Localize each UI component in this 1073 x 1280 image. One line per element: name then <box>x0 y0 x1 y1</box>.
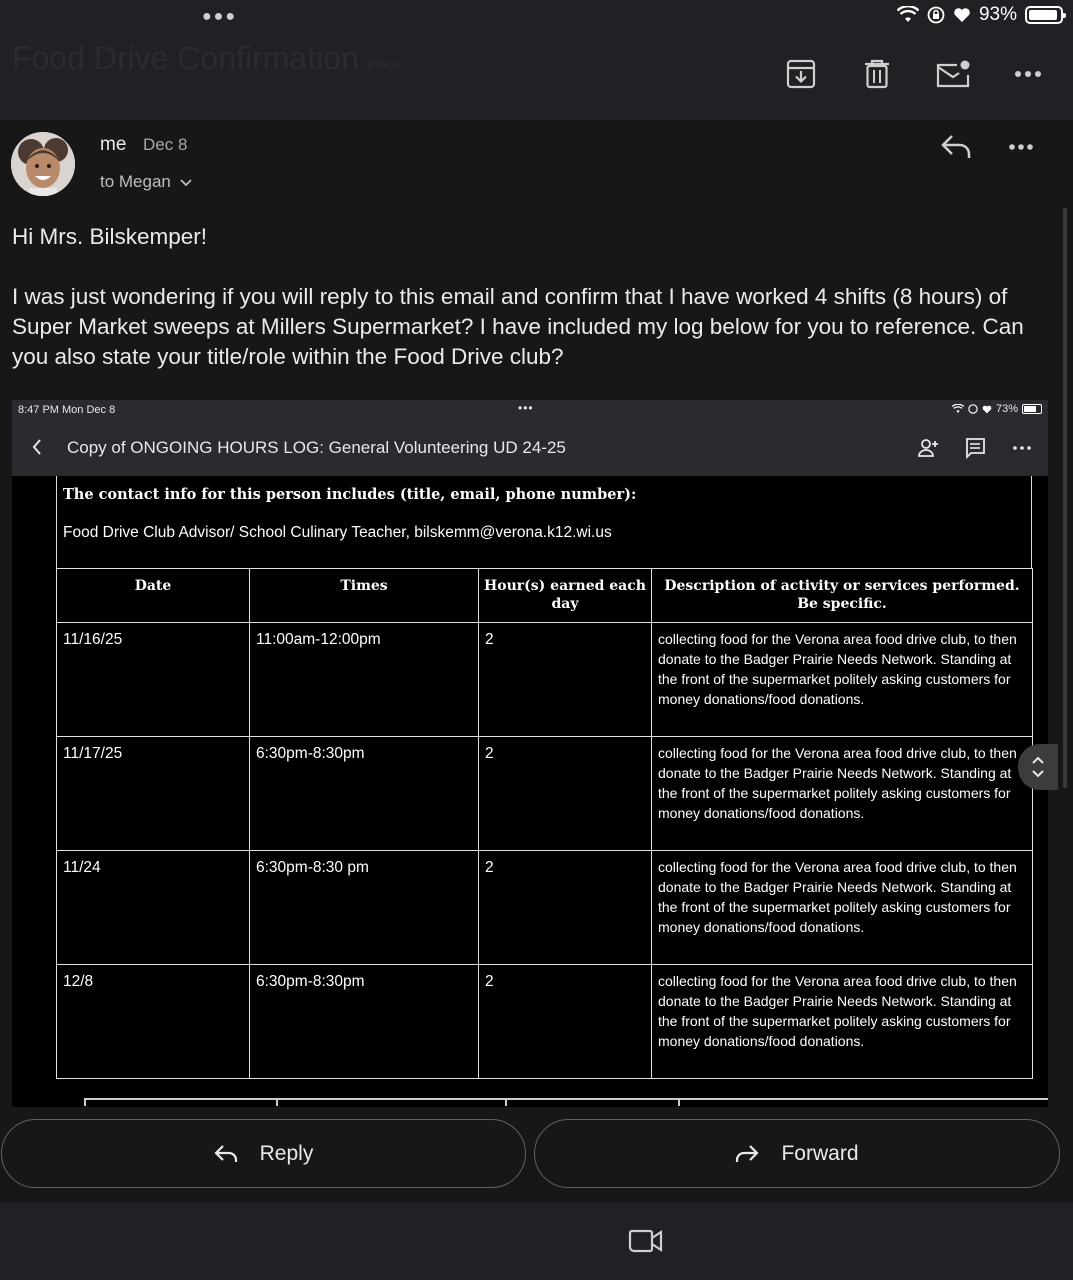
next-table-edge <box>84 1098 86 1106</box>
cell-times: 6:30pm-8:30 pm <box>250 851 479 965</box>
scrollbar[interactable] <box>1063 208 1067 788</box>
table-row <box>57 623 1033 737</box>
table-row <box>57 851 1033 965</box>
back-icon <box>32 438 42 456</box>
cell-date: 12/8 <box>57 965 250 1079</box>
avatar[interactable] <box>11 132 75 196</box>
screenshot-doc-toolbar <box>12 420 1048 476</box>
contact-info-value: Food Drive Club Advisor/ School Culinary Teacher, bilskemm@verona.k12.wi.us <box>63 524 612 541</box>
message-more-button[interactable] <box>1008 138 1048 162</box>
cell-hours: 2 <box>479 623 652 737</box>
video-icon[interactable] <box>628 1226 664 1256</box>
table-row <box>57 965 1033 1079</box>
column-header-description: Description of activity or services performed. Be specific. <box>652 569 1033 623</box>
recipient-text: to Megan <box>100 172 171 191</box>
next-table-edge <box>678 1098 680 1106</box>
forward-button[interactable] <box>534 1119 1060 1188</box>
reply-label: Reply <box>259 1141 314 1165</box>
cell-times: 11:00am-12:00pm <box>250 623 479 737</box>
archive-button[interactable] <box>781 54 821 94</box>
column-header-hours: Hour(s) earned each day <box>479 569 652 623</box>
cell-date: 11/24 <box>57 851 250 965</box>
recipients-toggle[interactable] <box>100 172 192 192</box>
doc-title: Copy of ONGOING HOURS LOG: General Volunteering UD 24-25 <box>67 438 566 457</box>
cell-description: collecting food for the Verona area food drive club, to then donate to the Badger Prairie Needs Network. Standing at the front of the supermarket politely asking customers for money donations/food donations. <box>652 623 1033 737</box>
multitask-dots[interactable]: ●●● <box>202 8 237 25</box>
cell-date: 11/16/25 <box>57 623 250 737</box>
column-header-times: Times <box>250 569 479 623</box>
contact-info-label: The contact info for this person includes (title, email, phone number): <box>63 486 637 503</box>
battery-icon <box>1025 6 1063 24</box>
cell-times: 6:30pm-8:30pm <box>250 737 479 851</box>
archive-icon <box>786 59 816 89</box>
delete-button[interactable] <box>857 54 897 94</box>
cell-description: collecting food for the Verona area food drive club, to then donate to the Badger Prairie Needs Network. Standing at the front of the supermarket politely asking customers for money donations/food donations. <box>652 965 1033 1079</box>
orientation-lock-icon <box>927 6 945 24</box>
battery-percent: 93% <box>978 4 1017 25</box>
cell-hours: 2 <box>479 965 652 1079</box>
chevron-down-icon <box>1032 770 1044 778</box>
chevron-up-icon <box>1032 756 1044 764</box>
screenshot-dots: ••• <box>518 401 534 415</box>
forward-label: Forward <box>781 1141 859 1165</box>
table-row <box>57 737 1033 851</box>
email-subject: Food Drive Confirmation Inbox <box>12 40 402 76</box>
hours-log-table <box>56 568 1033 1079</box>
message-pane <box>0 120 1073 1202</box>
message-body <box>12 222 1052 372</box>
next-table-edge <box>505 1098 507 1106</box>
contact-info-block <box>56 476 1032 568</box>
cell-hours: 2 <box>479 851 652 965</box>
attached-screenshot[interactable] <box>12 400 1048 1107</box>
screenshot-status-bar <box>12 400 1048 420</box>
bottom-bar <box>0 1202 1073 1280</box>
heart-icon <box>953 7 971 23</box>
wifi-icon <box>897 6 919 24</box>
more-icon <box>1008 143 1034 151</box>
reply-icon <box>214 1144 238 1164</box>
heart-icon <box>982 405 992 414</box>
cell-description: collecting food for the Verona area food drive club, to then donate to the Badger Prairie Needs Network. Standing at the front of the supermarket politely asking customers for money donations/food donations. <box>652 851 1033 965</box>
cell-hours: 2 <box>479 737 652 851</box>
trash-icon <box>863 59 891 89</box>
more-options-button[interactable] <box>1008 54 1048 94</box>
add-person-icon <box>916 436 940 460</box>
reply-button-header[interactable] <box>940 134 980 170</box>
cell-description: collecting food for the Verona area food drive club, to then donate to the Badger Prairie Needs Network. Standing at the front of the supermarket politely asking customers for money donations/food donations. <box>652 737 1033 851</box>
sender-name[interactable]: me <box>100 134 127 155</box>
reply-icon <box>940 134 972 160</box>
next-table-edge <box>84 1098 1048 1100</box>
more-icon <box>1010 436 1034 460</box>
screenshot-battery-percent: 73% <box>995 403 1018 415</box>
wifi-icon <box>952 404 964 414</box>
orientation-lock-icon <box>968 404 978 414</box>
cell-date: 11/17/25 <box>57 737 250 851</box>
mark-unread-icon <box>935 59 971 89</box>
body-paragraph: I was just wondering if you will reply to this email and confirm that I have worked 4 shifts (8 hours) of Super Market sweeps at Millers Supermarket? I have included my log below for you to reference. Can you also state your title/role within the Food Drive club? <box>12 284 1024 369</box>
battery-icon <box>1022 404 1042 414</box>
email-toolbar <box>0 32 1073 120</box>
cell-times: 6:30pm-8:30pm <box>250 965 479 1079</box>
more-icon <box>1014 70 1042 78</box>
table-header-row <box>57 569 1033 623</box>
mark-unread-button[interactable] <box>933 54 973 94</box>
reply-button[interactable] <box>1 1119 526 1188</box>
column-header-date: Date <box>57 569 250 623</box>
screenshot-time: 8:47 PM Mon Dec 8 <box>18 404 116 416</box>
status-bar <box>0 0 1073 32</box>
inbox-label[interactable]: Inbox <box>366 56 402 72</box>
message-date: Dec 8 <box>143 135 188 154</box>
next-table-edge <box>276 1098 278 1106</box>
forward-icon <box>735 1144 759 1164</box>
comment-icon <box>963 436 987 460</box>
chevron-down-icon <box>180 179 192 187</box>
scroll-handle[interactable] <box>1018 744 1058 790</box>
greeting: Hi Mrs. Bilskemper! <box>12 224 208 249</box>
